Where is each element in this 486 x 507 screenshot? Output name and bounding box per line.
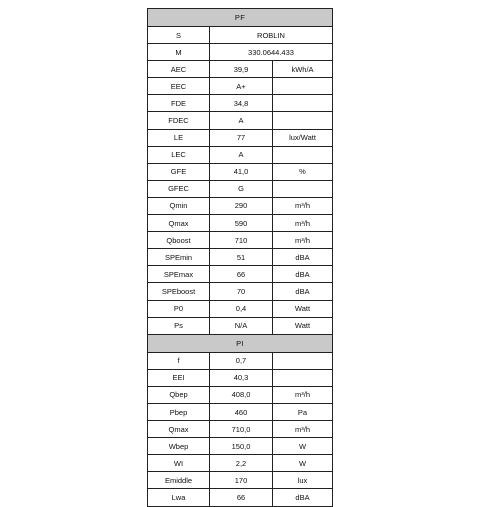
param-unit-cell bbox=[273, 353, 332, 369]
table-row bbox=[148, 266, 332, 283]
table-row bbox=[148, 283, 332, 300]
param-unit-cell bbox=[273, 147, 332, 163]
table-row bbox=[148, 44, 332, 61]
table-row bbox=[148, 421, 332, 438]
param-key-cell: Lwa bbox=[148, 489, 210, 505]
param-value-cell: 41,0 bbox=[210, 164, 273, 180]
param-unit-cell: dBA bbox=[295, 269, 310, 279]
param-value-cell: 51 bbox=[210, 249, 273, 265]
param-key-cell: Emiddle bbox=[148, 472, 210, 488]
param-value-cell: 0,7 bbox=[210, 353, 273, 369]
section-header-pf: PF bbox=[148, 9, 332, 27]
param-value-cell: G bbox=[210, 181, 273, 197]
param-value-cell: 590 bbox=[210, 215, 273, 231]
param-unit-cell bbox=[273, 370, 332, 386]
param-value-cell: 460 bbox=[210, 404, 273, 420]
param-key-cell: Wbep bbox=[148, 438, 210, 454]
param-value-cell: 34,8 bbox=[210, 95, 273, 111]
param-key-cell: Qmax bbox=[148, 421, 210, 437]
table-row bbox=[148, 181, 332, 198]
param-value-cell: ROBLIN bbox=[257, 30, 285, 40]
param-key-cell: S bbox=[148, 27, 210, 43]
param-key-cell: EEI bbox=[148, 370, 210, 386]
param-value-cell: 170 bbox=[210, 472, 273, 488]
param-unit-cell: lux bbox=[297, 475, 308, 485]
param-unit-cell bbox=[273, 95, 332, 111]
table-row bbox=[148, 249, 332, 266]
param-key-cell: Qmax bbox=[148, 215, 210, 231]
param-value-cell: N/A bbox=[210, 318, 273, 334]
param-value-cell: 330.0644.433 bbox=[248, 47, 294, 57]
param-value-cell: A bbox=[210, 112, 273, 128]
param-key-cell: Qboost bbox=[148, 232, 210, 248]
param-unit-cell: lux/Watt bbox=[289, 133, 316, 143]
param-value-cell: 710,0 bbox=[210, 421, 273, 437]
param-value-cell: 150,0 bbox=[210, 438, 273, 454]
param-key-cell: Qbep bbox=[148, 387, 210, 403]
param-value-cell: 290 bbox=[210, 198, 273, 214]
table-row bbox=[148, 78, 332, 95]
param-key-cell: GFEC bbox=[148, 181, 210, 197]
pf-rows bbox=[148, 27, 332, 334]
param-unit-cell: W bbox=[298, 441, 307, 451]
param-value-cell: 70 bbox=[210, 283, 273, 299]
param-value-cell: 0,4 bbox=[210, 301, 273, 317]
param-unit-cell: m³/h bbox=[295, 390, 310, 400]
param-unit-cell: % bbox=[299, 167, 306, 177]
table-row bbox=[148, 318, 332, 334]
pi-rows bbox=[148, 353, 332, 506]
table-row bbox=[148, 455, 332, 472]
param-unit-cell: m³/h bbox=[295, 424, 310, 434]
table-row bbox=[148, 353, 332, 370]
param-unit-cell: W bbox=[298, 458, 307, 468]
param-unit-cell: Watt bbox=[294, 304, 311, 314]
param-unit-cell: m³/h bbox=[295, 235, 310, 245]
param-value-cell: 710 bbox=[210, 232, 273, 248]
param-key-cell: LEC bbox=[148, 147, 210, 163]
param-value-cell: 2,2 bbox=[210, 455, 273, 471]
param-key-cell: Ps bbox=[148, 318, 210, 334]
table-row bbox=[148, 164, 332, 181]
table-row bbox=[148, 130, 332, 147]
param-value-cell: 39,9 bbox=[210, 61, 273, 77]
table-row bbox=[148, 387, 332, 404]
table-row bbox=[148, 95, 332, 112]
param-key-cell: EEC bbox=[148, 78, 210, 94]
product-data-table bbox=[147, 8, 333, 507]
param-key-cell: P0 bbox=[148, 301, 210, 317]
param-unit-cell: dBA bbox=[295, 286, 310, 296]
table-row bbox=[148, 61, 332, 78]
param-key-cell: M bbox=[148, 44, 210, 60]
table-row bbox=[148, 27, 332, 44]
table-row bbox=[148, 489, 332, 505]
table-row bbox=[148, 215, 332, 232]
param-value-cell: 66 bbox=[210, 266, 273, 282]
param-unit-cell: m³/h bbox=[295, 218, 310, 228]
table-row bbox=[148, 232, 332, 249]
table-row bbox=[148, 147, 332, 164]
param-value-cell: A+ bbox=[210, 78, 273, 94]
param-key-cell: Qmin bbox=[148, 198, 210, 214]
param-unit-cell: m³/h bbox=[295, 201, 310, 211]
param-unit-cell: dBA bbox=[295, 252, 310, 262]
param-unit-cell: Pa bbox=[297, 407, 308, 417]
table-row bbox=[148, 301, 332, 318]
param-unit-cell bbox=[273, 78, 332, 94]
param-value-cell: A bbox=[210, 147, 273, 163]
param-unit-cell bbox=[273, 112, 332, 128]
param-key-cell: FDE bbox=[148, 95, 210, 111]
param-unit-cell: dBA bbox=[295, 492, 310, 502]
param-key-cell: SPEmin bbox=[148, 249, 210, 265]
table-row bbox=[148, 472, 332, 489]
param-key-cell: WI bbox=[148, 455, 210, 471]
param-key-cell: FDEC bbox=[148, 112, 210, 128]
param-value-cell: 408,0 bbox=[210, 387, 273, 403]
param-key-cell: GFE bbox=[148, 164, 210, 180]
param-key-cell: LE bbox=[148, 130, 210, 146]
param-key-cell: Pbep bbox=[148, 404, 210, 420]
param-key-cell: SPEmax bbox=[148, 266, 210, 282]
param-key-cell: f bbox=[148, 353, 210, 369]
param-unit-cell bbox=[273, 181, 332, 197]
table-row bbox=[148, 198, 332, 215]
param-unit-cell: kWh/A bbox=[291, 64, 314, 74]
table-row bbox=[148, 370, 332, 387]
param-key-cell: AEC bbox=[148, 61, 210, 77]
table-row bbox=[148, 404, 332, 421]
param-value-cell: 66 bbox=[210, 489, 273, 505]
section-header-pi: PI bbox=[148, 334, 332, 353]
table-row bbox=[148, 112, 332, 129]
param-unit-cell: Watt bbox=[294, 321, 311, 331]
param-value-cell: 77 bbox=[210, 130, 273, 146]
param-key-cell: SPEboost bbox=[148, 283, 210, 299]
param-value-cell: 40,3 bbox=[210, 370, 273, 386]
table-row bbox=[148, 438, 332, 455]
